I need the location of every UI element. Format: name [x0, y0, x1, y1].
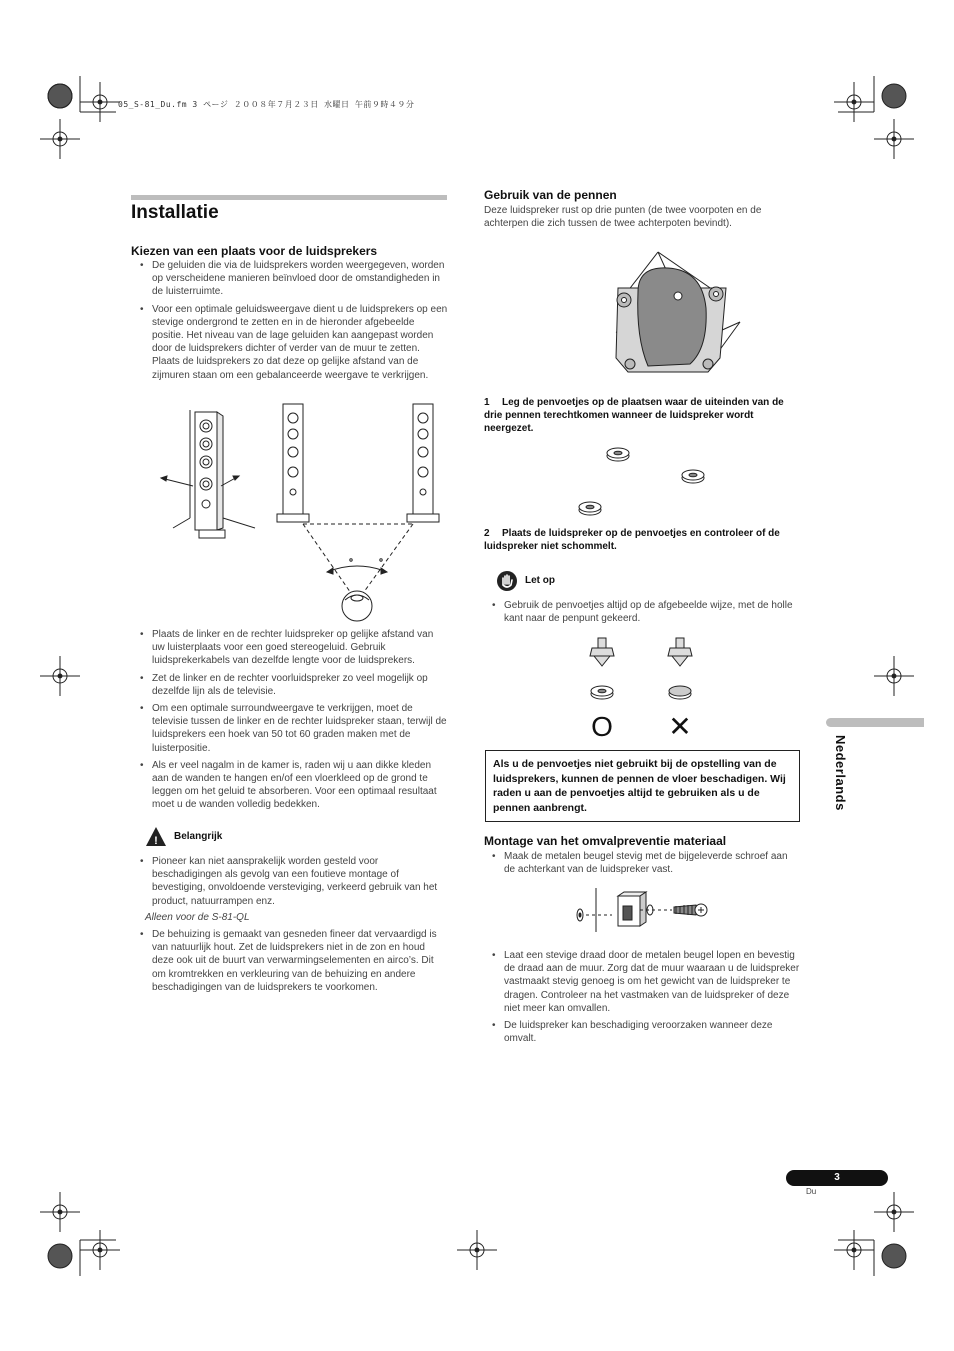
correct-symbol: O: [591, 711, 613, 742]
model-note: Alleen voor de S-81-QL: [145, 912, 250, 923]
bracket-screw-diagram: [572, 886, 712, 934]
speaker-base-diagram: [598, 248, 748, 380]
list-item: • Maak de metalen beugel stevig met de bijgeleverde schroef aan de achterkant van de luidspreker vast.: [486, 850, 800, 876]
step-text: Leg de penvoetjes op de plaatsen waar de uiteinden van de drie pennen terechtkomen wanneer de luidspreker wordt neergezet.: [484, 397, 784, 434]
list-item: • Gebruik de penvoetjes altijd op de afgebeelde wijze, met de holle kant naar de penpunt gekeerd.: [486, 599, 800, 625]
caution-bullets: [486, 599, 800, 629]
section-heading-placement: Kiezen van een plaats voor de luidsprekers: [131, 244, 378, 258]
important-bullets: [134, 855, 448, 912]
wrong-symbol: ✕: [668, 710, 692, 742]
spike-pad-notice: Als u de penvoetjes niet gebruikt bij de opstelling van de luidsprekers, kunnen de pennen de vloer beschadigen. Wij raden u aan de penvoetjes altijd te gebruiken als u de pennen aanbrengt.: [485, 750, 800, 822]
list-item: • De behuizing is gemaakt van gesneden fineer dat vervaardigd is van natuurlijk hout. Zet de luidsprekers niet in de zon en houd deze ook uit de buurt van verwarmingselementen en airco’s. Dit om kromtrekken en verkleuring van de behuizing en andere beschadigingen van de luidsprekers te voorkomen.: [134, 928, 448, 994]
list-item: • Laat een stevige draad door de metalen beugel lopen en bevestig de draad aan de muur. Zorg dat de muur waaraan u de luidspreker vastmaakt stevig genoeg is om het gewicht van de luidspreker te dragen. Controleer na het vastmaken van de luidspreker of deze niet meer kan omvallen.: [486, 949, 800, 1015]
spike-usage-diagram: [584, 636, 704, 742]
page-number: 3: [786, 1170, 888, 1186]
file-header: 05_S-81_Du.fm 3 ページ ２００８年７月２３日 水曜日 午前９時４９分: [118, 100, 415, 109]
list-item: • Als er veel nagalm in de kamer is, raden wij u aan dikke kleden aan de wanden te hangen en/of een vloerkleed op de grond te leggen om het geluid te absorberen. Voor een optimaal resultaat moet u de wanden volledig bedekken.: [134, 759, 448, 812]
warning-icon: [145, 826, 167, 848]
title-rule: [131, 195, 447, 200]
important-label: Belangrijk: [174, 831, 223, 842]
language-code: Du: [806, 1187, 817, 1196]
list-item: • Om een optimale surroundweergave te verkrijgen, moet de televisie tussen de linker en de rechter luidspreker staan, terwijl de luidsprekers een hoek van 50 tot 60 graden maken met de luisterpositie.: [134, 702, 448, 755]
list-item: • De luidspreker kan beschadiging veroorzaken wanneer deze omvalt.: [486, 1019, 800, 1045]
speaker-placement-diagram: [155, 400, 445, 622]
page-title: Installatie: [131, 202, 219, 223]
section-heading-tipover: Montage van het omvalpreventie materiaal: [484, 834, 727, 848]
svg-text:!: !: [154, 835, 158, 847]
tipover-bullets-a: [486, 850, 800, 880]
step-number: 2: [484, 528, 490, 539]
list-item: • De geluiden die via de luidsprekers worden weergegeven, worden op verscheidene manieren beïnvloed door de omstandigheden in de luisterruimte.: [134, 259, 448, 299]
placement-bullets-b: [134, 628, 448, 816]
placement-bullets-a: [134, 259, 448, 386]
hand-caution-icon: [496, 570, 518, 592]
caution-label: Let op: [525, 575, 555, 586]
step-text: Plaats de luidspreker op de penvoetjes en controleer of de luidspreker niet schommelt.: [484, 528, 780, 552]
list-item: • Zet de linker en de rechter voorluidspreker zo veel mogelijk op dezelfde lijn als de televisie.: [134, 672, 448, 698]
spike-pads-diagram: [575, 442, 715, 522]
step-number: 1: [484, 397, 490, 408]
spikes-intro: Deze luidspreker rust op drie punten (de twee voorpoten en de achterpen die zich tussen de twee achterpoten bevindt).: [484, 205, 762, 230]
tipover-bullets-b: [486, 949, 800, 1049]
list-item: • Plaats de linker en de rechter luidspreker op gelijke afstand van uw luisterplaats voor een goed stereogeluid. Gebruik luidsprekerkabels van dezelfde lengte voor de luidsprekers.: [134, 628, 448, 668]
veneer-bullets: [134, 928, 448, 998]
list-item: • Pioneer kan niet aansprakelijk worden gesteld voor beschadigingen als gevolg van een foutieve montage of bevestiging, onvoldoende versteviging, verkeerd gebruik van het product, natuurrampen enz.: [134, 855, 448, 908]
list-item: • Voor een optimale geluidsweergave dient u de luidsprekers op een stevige ondergrond te zetten en in de hieronder afgebeelde positie. Het niveau van de lage geluiden kan aangepast worden door de luidsprekers dichter of verder van de muur te zetten. Plaats de luidsprekers zo dat deze op gelijke afstand van de zijmuren staan om een gebalanceerde weergave te verkrijgen.: [134, 303, 448, 382]
language-tab-label: Nederlands: [833, 735, 848, 811]
section-heading-spikes: Gebruik van de pennen: [484, 188, 617, 202]
language-tab-bar: [826, 718, 924, 727]
step-1: [484, 396, 798, 435]
step-2: [484, 527, 798, 553]
